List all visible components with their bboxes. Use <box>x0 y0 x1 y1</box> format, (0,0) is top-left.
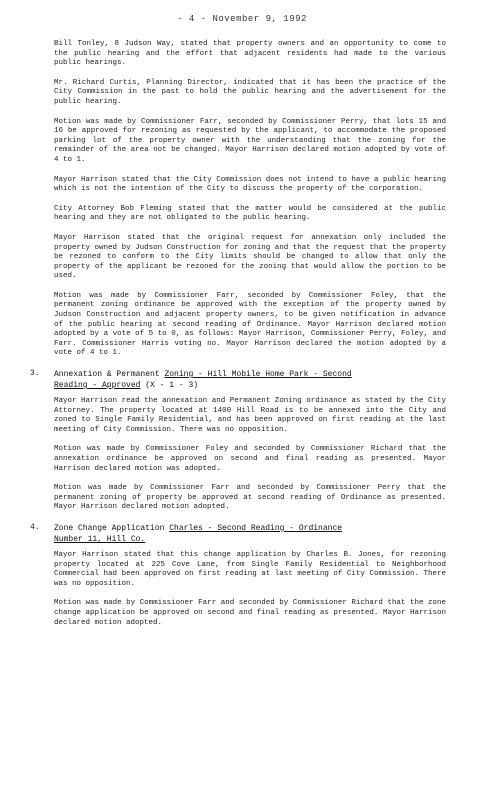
paragraph: Mayor Harrison read the annexation and Permanent Zoning ordinance as stated by the City Attorney. The property located at 1400 Hill Road is to be annexed into the City and zoned to Single Family Residential, and has been approved on first reading at the last meeting of City Commission. There was no opposition. <box>54 397 446 434</box>
agenda-item-title-line2 <box>54 534 446 545</box>
agenda-item-number: 3. <box>30 369 40 379</box>
paragraph: Motion was made by Commissioner Farr and seconded by Commissioner Perry that the permanent zoning of property be approved at second reading of Ordinance as presented. Mayor Harrison declared motion adopted. <box>54 484 446 512</box>
agenda-item-status: Number 11, Hill Co. <box>54 534 146 544</box>
paragraph: Motion was made by Commissioner Farr, seconded by Commissioner Perry, that lots 15 and 16 be approved for rezoning as requested by the applicant, to accommodate the proposed parking lot of the property owner with the understanding that the zoning for the remainder of the area not be changed. Mayor Harrison declared motion adopted by vote of 4 to 1. <box>54 117 446 164</box>
agenda-item-title <box>54 523 446 534</box>
paragraph: City Attorney Bob Fleming stated that the matter would be considered at the public hearing and they are not obligated to the public hearing. <box>54 204 446 223</box>
paragraph: Motion was made by Commissioner Foley and seconded by Commissioner Richard that the annexation ordinance be approved on second and final reading as presented. Mayor Harrison declared motion was adopted. <box>54 445 446 473</box>
paragraph: Mr. Richard Curtis, Planning Director, indicated that it has been the practice of the City Commission in the past to hold the public hearing and the advertisement for the public hearing. <box>54 78 446 106</box>
paragraph: Motion was made by Commissioner Farr and seconded by Commissioner Richard that the zone change application be approved on second and final reading as presented. Mayor Harrison declared motion adopted. <box>54 599 446 627</box>
paragraph: Mayor Harrison stated that this change application by Charles B. Jones, for rezoning property located at 225 Cove Lane, from Single Family Residential to Neighborhood Commercial had been approved on first reading at last meeting of City Commission. There was no opposition. <box>54 550 446 588</box>
agenda-item-status: Reading - Approved <box>54 381 141 391</box>
agenda-item-3 <box>30 369 446 391</box>
agenda-item-4 <box>30 522 446 545</box>
agenda-item-title-lead: Zone Change Application <box>54 523 165 533</box>
paragraph: Motion was made by Commissioner Farr, seconded by Commissioner Foley, that the permanent zoning ordinance be approved with the exception of the property owned by Judson Construction and adjacent property owners, to be given notification in advance of the public hearing at second reading of Ordinance. Mayor Harrison declared motion adopted by a vote of 5 to 0, as follows: Mayor Harrison, Commissioner Perry, Foley, and Farr. Commissioner Harris voting no. Mayor Harrison declared the motion adopted by a vote of 4 to 1. <box>54 291 446 358</box>
agenda-item-title-underlined: Zoning - Hill Mobile Home Park - Second <box>164 370 352 380</box>
document-body <box>30 40 446 638</box>
paragraph: Mayor Harrison stated that the City Commission does not intend to have a public hearing which is not the intention of the City to discuss the property of the corporation. <box>54 175 446 194</box>
agenda-item-title <box>54 369 446 380</box>
page-header: - 4 - November 9, 1992 <box>177 14 307 24</box>
paragraph: Bill Tonley, 8 Judson Way, stated that property owners and an opportunity to come to the public hearing and the effort that adjacent residents had made to the various public hearings. <box>54 40 446 68</box>
agenda-item-title-underlined: Charles - Second Reading - Ordinance <box>169 523 343 533</box>
agenda-item-vote: (X - 1 - 3) <box>145 381 199 391</box>
paragraph: Mayor Harrison stated that the original request for annexation only included the property owned by Judson Construction for zoning and that the request that the property be rezoned to conform to the City limits should be changed to allow that only the property of the applicant be rezoned for the zoning that would allow the portion to be used. <box>54 233 446 281</box>
agenda-item-title-lead: Annexation & Permanent <box>54 370 160 380</box>
agenda-item-number: 4. <box>30 522 40 532</box>
agenda-item-title-line2 <box>54 380 446 391</box>
